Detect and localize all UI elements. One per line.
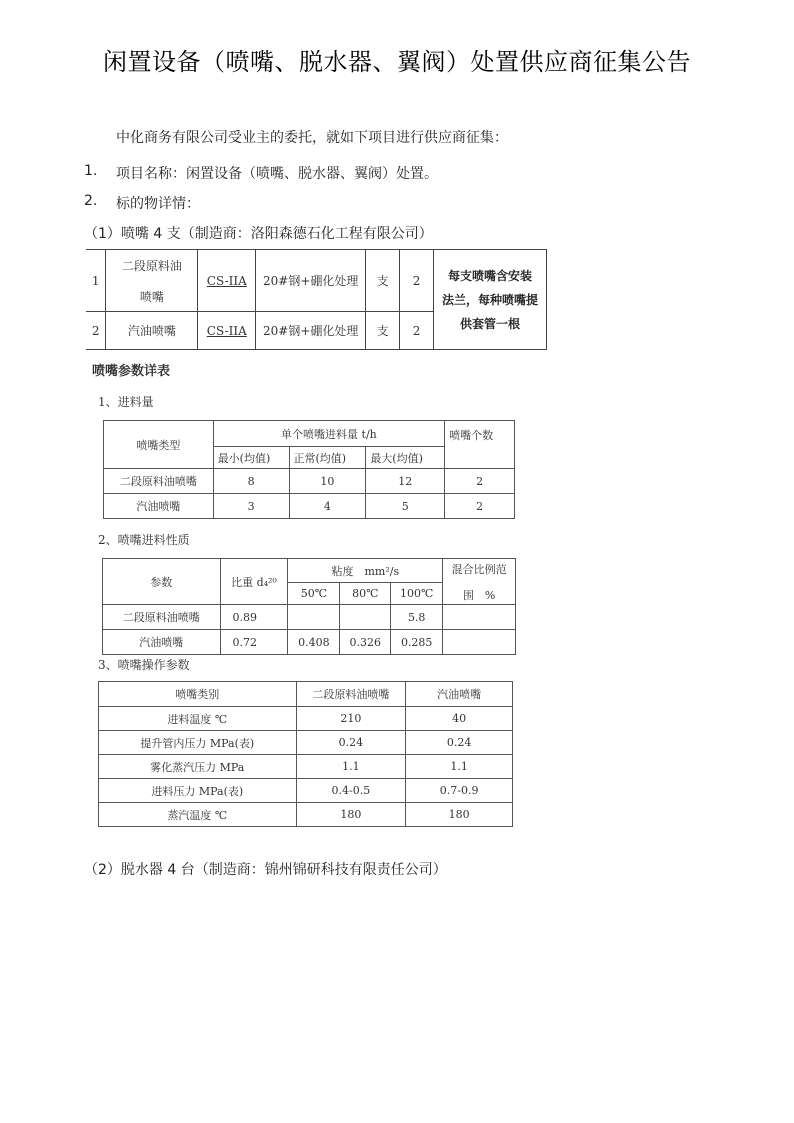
unit: 支	[366, 312, 400, 350]
mix-value	[443, 605, 516, 630]
subsection-feed-rate: 1、进料量	[98, 395, 154, 409]
feed-rate-table	[103, 420, 515, 519]
min-value: 8	[213, 469, 289, 494]
row-number: 2	[86, 312, 106, 350]
item-2-text: 标的物详情：	[116, 196, 200, 212]
section-1-heading: （1）喷嘴 4 支（制造商：洛阳森德石化工程有限公司）	[84, 226, 433, 242]
value-a: 0.24	[296, 731, 406, 755]
table-row	[103, 605, 516, 630]
header-100c: 100℃	[391, 583, 443, 605]
param-name: 雾化蒸汽压力 MPa	[99, 755, 297, 779]
value-b: 40	[406, 707, 513, 731]
nozzle-type: 二段原料油喷嘴	[104, 469, 214, 494]
table-row	[99, 707, 513, 731]
v100-value: 5.8	[391, 605, 443, 630]
header-density: 比重 d₄²⁰	[220, 559, 288, 605]
note-line: 法兰，每种喷嘴提	[442, 292, 539, 307]
param-name: 提升管内压力 MPa(表)	[99, 731, 297, 755]
param-name: 汽油喷嘴	[103, 630, 221, 655]
table-row	[99, 755, 513, 779]
table-row	[99, 731, 513, 755]
value-b: 0.7-0.9	[406, 779, 513, 803]
normal-value: 4	[289, 494, 366, 519]
model-code: CS-IIA	[198, 312, 256, 350]
param-name: 蒸汽温度 ℃	[99, 803, 297, 827]
header-col-b: 汽油喷嘴	[406, 682, 513, 707]
table-row	[86, 250, 547, 312]
min-value: 3	[213, 494, 289, 519]
header-viscosity: 粘度 mm²/s	[288, 559, 443, 583]
v100-value: 0.285	[391, 630, 443, 655]
quantity: 2	[400, 250, 434, 312]
model-code: CS-IIA	[198, 250, 256, 312]
operating-params-table	[98, 681, 513, 827]
material: 20#钢+硼化处理	[256, 312, 366, 350]
param-name: 二段原料油喷嘴	[103, 605, 221, 630]
v80-value: 0.326	[340, 630, 391, 655]
nozzle-note	[434, 250, 547, 350]
note-line: 供套管一根	[460, 316, 521, 331]
header-50c: 50℃	[288, 583, 340, 605]
note-line: 每支喷嘴含安装	[448, 268, 533, 283]
header-nozzle-count: 喷嘴个数	[445, 421, 515, 447]
material: 20#钢+硼化处理	[256, 250, 366, 312]
max-value: 5	[366, 494, 445, 519]
v50-value: 0.408	[288, 630, 340, 655]
table-row	[99, 803, 513, 827]
row-number: 1	[86, 250, 106, 312]
params-title: 喷嘴参数详表	[92, 364, 171, 379]
item-2-number: 2.	[84, 193, 98, 209]
table-row	[103, 630, 516, 655]
header-col-a: 二段原料油喷嘴	[296, 682, 406, 707]
item-1-number: 1.	[84, 163, 98, 179]
param-name: 进料温度 ℃	[99, 707, 297, 731]
normal-value: 10	[289, 469, 366, 494]
feed-properties-table	[102, 558, 516, 655]
nozzle-type: 汽油喷嘴	[104, 494, 214, 519]
mix-value	[443, 630, 516, 655]
nozzle-name: 汽油喷嘴	[106, 312, 198, 350]
empty-cell	[445, 447, 515, 469]
subsection-operating-params: 3、喷嘴操作参数	[98, 658, 190, 672]
section-2-heading: （2）脱水器 4 台（制造商：锦州锦研科技有限责任公司）	[84, 862, 447, 878]
header-nozzle-category: 喷嘴类别	[99, 682, 297, 707]
header-normal: 正常(均值)	[289, 447, 366, 469]
density-value: 0.72	[220, 630, 288, 655]
value-b: 0.24	[406, 731, 513, 755]
header-feed-rate: 单个喷嘴进料量 t/h	[213, 421, 444, 447]
value-a: 210	[296, 707, 406, 731]
table-row	[104, 469, 515, 494]
max-value: 12	[366, 469, 445, 494]
header-min: 最小(均值)	[213, 447, 289, 469]
nozzle-name-line: 二段原料油	[121, 258, 182, 273]
unit: 支	[366, 250, 400, 312]
header-param: 参数	[103, 559, 221, 605]
intro-paragraph: 中化商务有限公司受业主的委托，就如下项目进行供应商征集：	[116, 130, 508, 146]
v50-value	[288, 605, 340, 630]
value-b: 1.1	[406, 755, 513, 779]
value-a: 180	[296, 803, 406, 827]
nozzle-list-table	[86, 249, 547, 350]
mix-ratio-line: 混合比例范	[451, 562, 507, 576]
header-mix-ratio	[443, 559, 516, 605]
header-nozzle-type: 喷嘴类型	[104, 421, 214, 469]
value-b: 180	[406, 803, 513, 827]
value-a: 1.1	[296, 755, 406, 779]
table-row	[104, 494, 515, 519]
table-row	[99, 779, 513, 803]
header-max: 最大(均值)	[366, 447, 445, 469]
density-value: 0.89	[220, 605, 288, 630]
count-value: 2	[445, 469, 515, 494]
value-a: 0.4-0.5	[296, 779, 406, 803]
v80-value	[340, 605, 391, 630]
nozzle-name-line: 喷嘴	[139, 289, 164, 304]
mix-ratio-line: 围 %	[462, 588, 496, 602]
item-1-text: 项目名称：闲置设备（喷嘴、脱水器、翼阀）处置。	[116, 166, 438, 182]
subsection-feed-properties: 2、喷嘴进料性质	[98, 533, 190, 547]
param-name: 进料压力 MPa(表)	[99, 779, 297, 803]
page-title: 闲置设备（喷嘴、脱水器、翼阀）处置供应商征集公告	[103, 48, 691, 76]
quantity: 2	[400, 312, 434, 350]
count-value: 2	[445, 494, 515, 519]
nozzle-name	[106, 250, 198, 312]
header-80c: 80℃	[340, 583, 391, 605]
